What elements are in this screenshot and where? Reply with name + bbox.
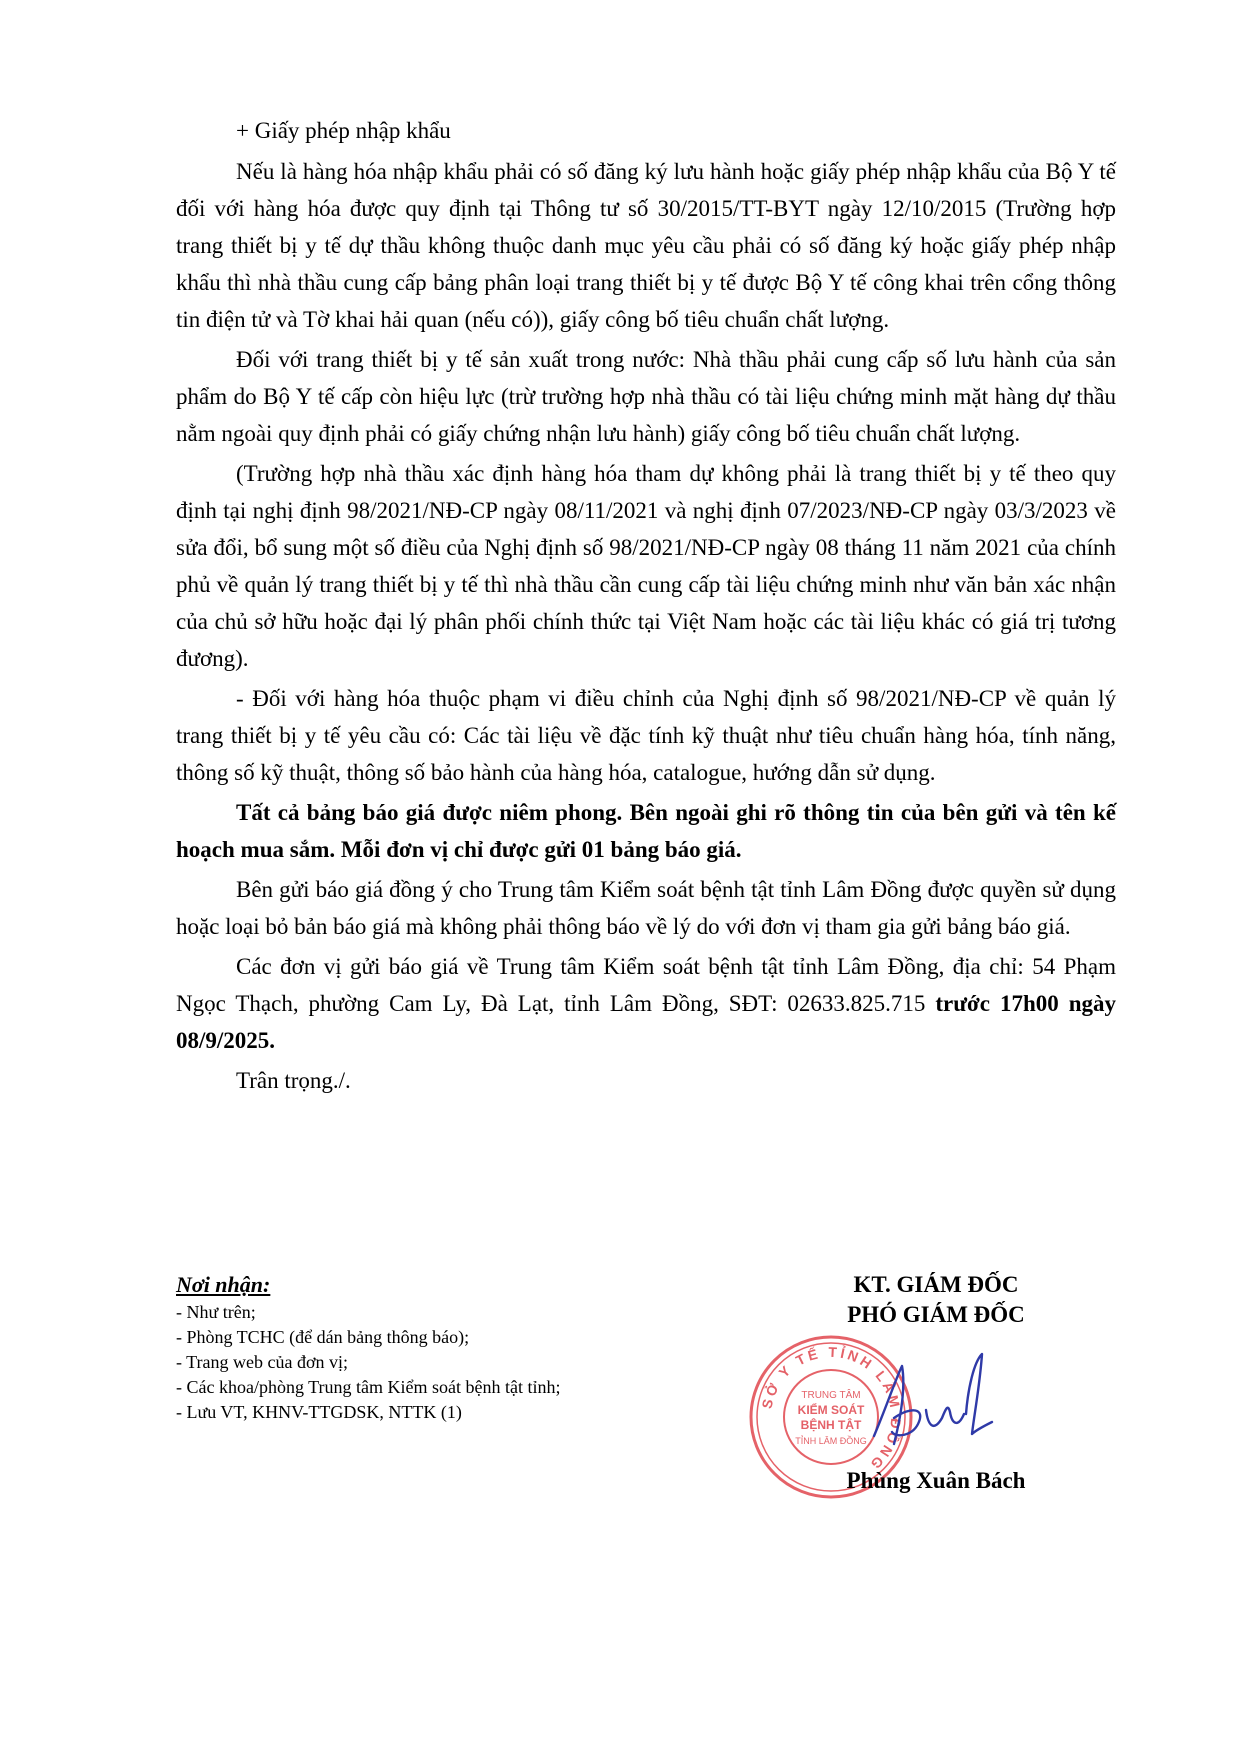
- recipient-item: - Các khoa/phòng Trung tâm Kiểm soát bệnh tật tỉnh;: [176, 1377, 561, 1397]
- recipients-title: Nơi nhận:: [176, 1272, 271, 1297]
- usage-rights-paragraph: Bên gửi báo giá đồng ý cho Trung tâm Kiểm soát bệnh tật tỉnh Lâm Đồng được quyền sử dụng hoặc loại bỏ bản báo giá mà không phải thông báo về lý do với đơn vị tham gia gửi bảng báo giá.: [176, 877, 1116, 939]
- document-body: [176, 112, 1116, 1102]
- stamp-inner-line: TRUNG TÂM: [801, 1390, 861, 1401]
- signer-name: Phùng Xuân Bách: [846, 1468, 1026, 1493]
- stamp-inner-line: TỈNH LÂM ĐỒNG: [795, 1436, 867, 1446]
- stamp-inner-line: KIỂM SOÁT: [797, 1403, 865, 1417]
- non-medical-goods-paragraph: (Trường hợp nhà thầu xác định hàng hóa tham dự không phải là trang thiết bị y tế theo quy định tại nghị định 98/2021/NĐ-CP ngày 08/11/2021 và nghị định 07/2023/NĐ-CP ngày 03/3/2023 về sửa đổi, bổ sung một số điều của Nghị định số 98/2021/NĐ-CP ngày 08 tháng 11 năm 2021 của chính phủ về quản lý trang thiết bị y tế thì nhà thầu cần cung cấp tài liệu chứng minh như văn bản xác nhận của chủ sở hữu hoặc đại lý phân phối chính thức tại Việt Nam hoặc các tài liệu khác có giá trị tương đương).: [176, 461, 1116, 671]
- deadline-text: trước 17h00 ngày 08/9/2025.: [176, 991, 1116, 1053]
- stamp-ring-text: SỞ Y TẾ TỈNH LÂM ĐỒNG: [758, 1343, 905, 1475]
- submission-address-paragraph: [176, 948, 1116, 1059]
- recipients-block: [176, 1270, 736, 1425]
- domestic-equipment-paragraph: Đối với trang thiết bị y tế sản xuất trong nước: Nhà thầu phải cung cấp số lưu hành của sản phẩm do Bộ Y tế cấp còn hiệu lực (trừ trường hợp nhà thầu có tài liệu chứng minh mặt hàng dự thầu nằm ngoài quy định phải có giấy chứng nhận lưu hành) giấy công bố tiêu chuẩn chất lượng.: [176, 347, 1116, 446]
- recipient-item: - Như trên;: [176, 1302, 256, 1322]
- handwritten-signature: [856, 1348, 996, 1458]
- recipient-item: - Trang web của đơn vị;: [176, 1352, 349, 1372]
- signature-section: [176, 1270, 1116, 1570]
- signer-title-line1: KT. GIÁM ĐỐC: [853, 1272, 1019, 1297]
- signer-title-line2: PHÓ GIÁM ĐỐC: [847, 1302, 1025, 1327]
- sealed-quotation-notice: Tất cả bảng báo giá được niêm phong. Bên ngoài ghi rõ thông tin của bên gửi và tên kế hoạch mua sắm. Mỗi đơn vị chỉ được gửi 01 bảng báo giá.: [176, 800, 1116, 862]
- address-text: Các đơn vị gửi báo giá về Trung tâm Kiểm soát bệnh tật tỉnh Lâm Đồng, địa chỉ: 54 Phạm Ngọc Thạch, phường Cam Ly, Đà Lạt, tỉnh Lâm Đồng, SĐT: 02633.825.715: [176, 954, 1116, 1016]
- stamp-inner-line: BỆNH TẬT: [800, 1418, 862, 1432]
- decree-scope-paragraph: - Đối với hàng hóa thuộc phạm vi điều chỉnh của Nghị định số 98/2021/NĐ-CP về quản lý trang thiết bị y tế yêu cầu có: Các tài liệu về đặc tính kỹ thuật như tiêu chuẩn hàng hóa, tính năng, thông số kỹ thuật, thông số bảo hành của hàng hóa, catalogue, hướng dẫn sử dụng.: [176, 686, 1116, 785]
- imported-goods-paragraph: Nếu là hàng hóa nhập khẩu phải có số đăng ký lưu hành hoặc giấy phép nhập khẩu của Bộ Y tế đối với hàng hóa được quy định tại Thông tư số 30/2015/TT-BYT ngày 12/10/2015 (Trường hợp trang thiết bị y tế dự thầu không thuộc danh mục yêu cầu phải có số đăng ký hoặc giấy phép nhập khẩu thì nhà thầu cung cấp bảng phân loại trang thiết bị y tế được Bộ Y tế công khai trên cổng thông tin điện tử và Tờ khai hải quan (nếu có)), giấy công bố tiêu chuẩn chất lượng.: [176, 159, 1116, 332]
- import-license-line: + Giấy phép nhập khẩu: [236, 118, 451, 143]
- recipient-item: - Lưu VT, KHNV-TTGDSK, NTTK (1): [176, 1402, 462, 1422]
- closing-line: Trân trọng./.: [236, 1068, 351, 1093]
- recipient-item: - Phòng TCHC (để dán bảng thông báo);: [176, 1327, 470, 1347]
